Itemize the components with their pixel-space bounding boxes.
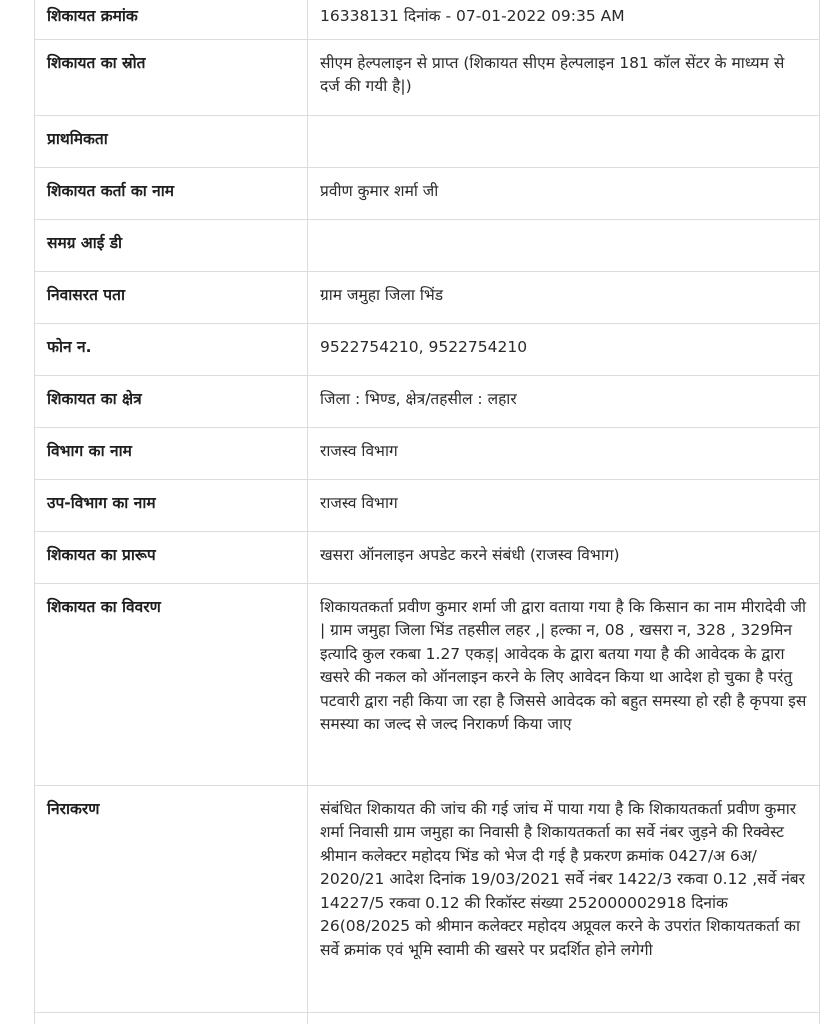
label-complaint-description: शिकायत का विवरण: [35, 583, 308, 785]
row-address: [35, 271, 820, 323]
label-address: निवासरत पता: [35, 271, 308, 323]
row-complaint-number: [35, 0, 820, 39]
page-left-margin: [0, 0, 34, 1024]
row-complaint-type: [35, 531, 820, 583]
value-samagra-id: [308, 219, 820, 271]
value-complaint-area: जिला : भिण्ड, क्षेत्र/तहसील : लहार: [308, 375, 820, 427]
value-sub-department: राजस्व विभाग: [308, 479, 820, 531]
value-complainant-name: प्रवीण कुमार शर्मा जी: [308, 167, 820, 219]
label-complaint-source: शिकायत का स्रोत: [35, 39, 308, 115]
row-complaint-area: [35, 375, 820, 427]
row-complaint-description: [35, 583, 820, 785]
value-priority: [308, 115, 820, 167]
value-phone: 9522754210, 9522754210: [308, 323, 820, 375]
label-sub-department: उप-विभाग का नाम: [35, 479, 308, 531]
value-trailing: [308, 1012, 820, 1024]
value-address: ग्राम जमुहा जिला भिंड: [308, 271, 820, 323]
value-resolution: संबंधित शिकायत की जांच की गई जांच में पाया गया है कि शिकायतकर्ता प्रवीण कुमार शर्मा निवासी ग्राम जमुहा का निवासी है शिकायतकर्ता का सर्वे नंबर जुड़ने की रिक्वेस्ट श्रीमान कलेक्टर महोदय भिंड को भेज दी गई है प्रकरण क्रमांक 0427/अ 6अ/ 2020/21 आदेश दिनांक 19/03/2021 सर्वे नंबर 1422/3 रकवा 0.12 ,सर्वे नंबर 14227/5 रकवा 0.12 की रिकॉस्ट संख्या 252000002918 दिनांक 26(08/2025 को श्रीमान कलेक्टर महोदय अप्रूवल करने के उपरांत शिकायतकर्ता का सर्वे क्रमांक एवं भूमि स्वामी की खसरे पर प्रदर्शित होने लगेगी: [308, 785, 820, 1012]
row-phone: [35, 323, 820, 375]
complaint-details-table: [34, 0, 820, 1024]
value-complaint-source: सीएम हेल्पलाइन से प्राप्त (शिकायत सीएम हेल्पलाइन 181 कॉल सेंटर के माध्यम से दर्ज की गयी है|): [308, 39, 820, 115]
label-complaint-number: शिकायत क्रमांक: [35, 0, 308, 39]
label-phone: फोन न.: [35, 323, 308, 375]
value-complaint-number: 16338131 दिनांक - 07-01-2022 09:35 AM: [308, 0, 820, 39]
label-department: विभाग का नाम: [35, 427, 308, 479]
row-samagra-id: [35, 219, 820, 271]
row-resolution: [35, 785, 820, 1012]
row-trailing: [35, 1012, 820, 1024]
label-trailing: [35, 1012, 308, 1024]
row-sub-department: [35, 479, 820, 531]
value-department: राजस्व विभाग: [308, 427, 820, 479]
label-complainant-name: शिकायत कर्ता का नाम: [35, 167, 308, 219]
row-complaint-source: [35, 39, 820, 115]
label-priority: प्राथमिकता: [35, 115, 308, 167]
row-department: [35, 427, 820, 479]
row-complainant-name: [35, 167, 820, 219]
label-samagra-id: समग्र आई डी: [35, 219, 308, 271]
label-complaint-area: शिकायत का क्षेत्र: [35, 375, 308, 427]
label-resolution: निराकरण: [35, 785, 308, 1012]
label-complaint-type: शिकायत का प्रारूप: [35, 531, 308, 583]
row-priority: [35, 115, 820, 167]
value-complaint-type: खसरा ऑनलाइन अपडेट करने संबंधी (राजस्व विभाग): [308, 531, 820, 583]
value-complaint-description: शिकायतकर्ता प्रवीण कुमार शर्मा जी द्वारा वताया गया है कि किसान का नाम मीरादेवी जी | ग्राम जमुहा जिला भिंड तहसील लहर ,| हल्का न, 08 , खसरा न, 328 , 329मिन इत्यादि कुल रकबा 1.27 एकड़| आवेदक के द्वारा बतया गया है की आवेदक के द्वारा खसरे की नकल को ऑनलाइन करने के लिए आवेदन किया था आदेश हो चुका है परंतु पटवारी द्वारा नही किया जा रहा है जिससे आवेदक को बहुत समस्या हो रही है कृपया इस समस्या का जल्द से जल्द निराकर्ण किया जाए: [308, 583, 820, 785]
